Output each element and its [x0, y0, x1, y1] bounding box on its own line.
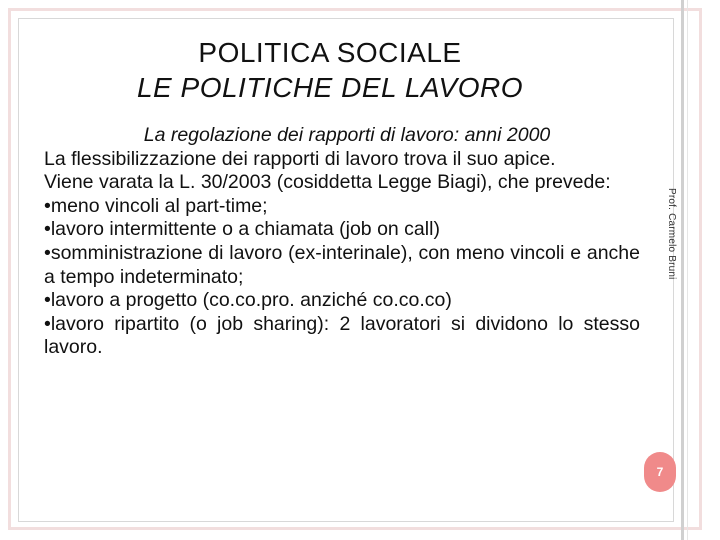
bullet-item: •meno vincoli al part-time;	[44, 194, 268, 217]
bullet-item: •lavoro ripartito (o job sharing): 2 lavoratori si dividono lo stesso lavoro.	[44, 312, 640, 359]
bullet-item: •somministrazione di lavoro (ex-interinale), con meno vincoli e anche a tempo indeterminato;	[44, 241, 640, 288]
page-number-badge: 7	[644, 452, 676, 492]
title-line-1: POLITICA SOCIALE	[198, 37, 462, 68]
bullet-item: •lavoro intermittente o a chiamata (job on call)	[44, 218, 440, 241]
author-side-label: Prof. Carmelo Bruni	[666, 188, 677, 280]
right-vertical-rule-light	[687, 0, 688, 540]
body-line: La flessibilizzazione dei rapporti di lavoro trova il suo apice.	[44, 147, 556, 170]
slide-subtitle: La regolazione dei rapporti di lavoro: anni 2000	[143, 124, 551, 146]
right-vertical-rule	[681, 0, 684, 540]
slide-title	[60, 36, 600, 106]
body-line: Viene varata la L. 30/2003 (cosiddetta Legge Biagi), che prevede:	[44, 171, 611, 194]
title-line-2: LE POLITICHE DEL LAVORO	[136, 72, 523, 103]
bullet-item: •lavoro a progetto (co.co.pro. anziché co.co.co)	[44, 289, 452, 312]
slide-content	[44, 124, 640, 360]
